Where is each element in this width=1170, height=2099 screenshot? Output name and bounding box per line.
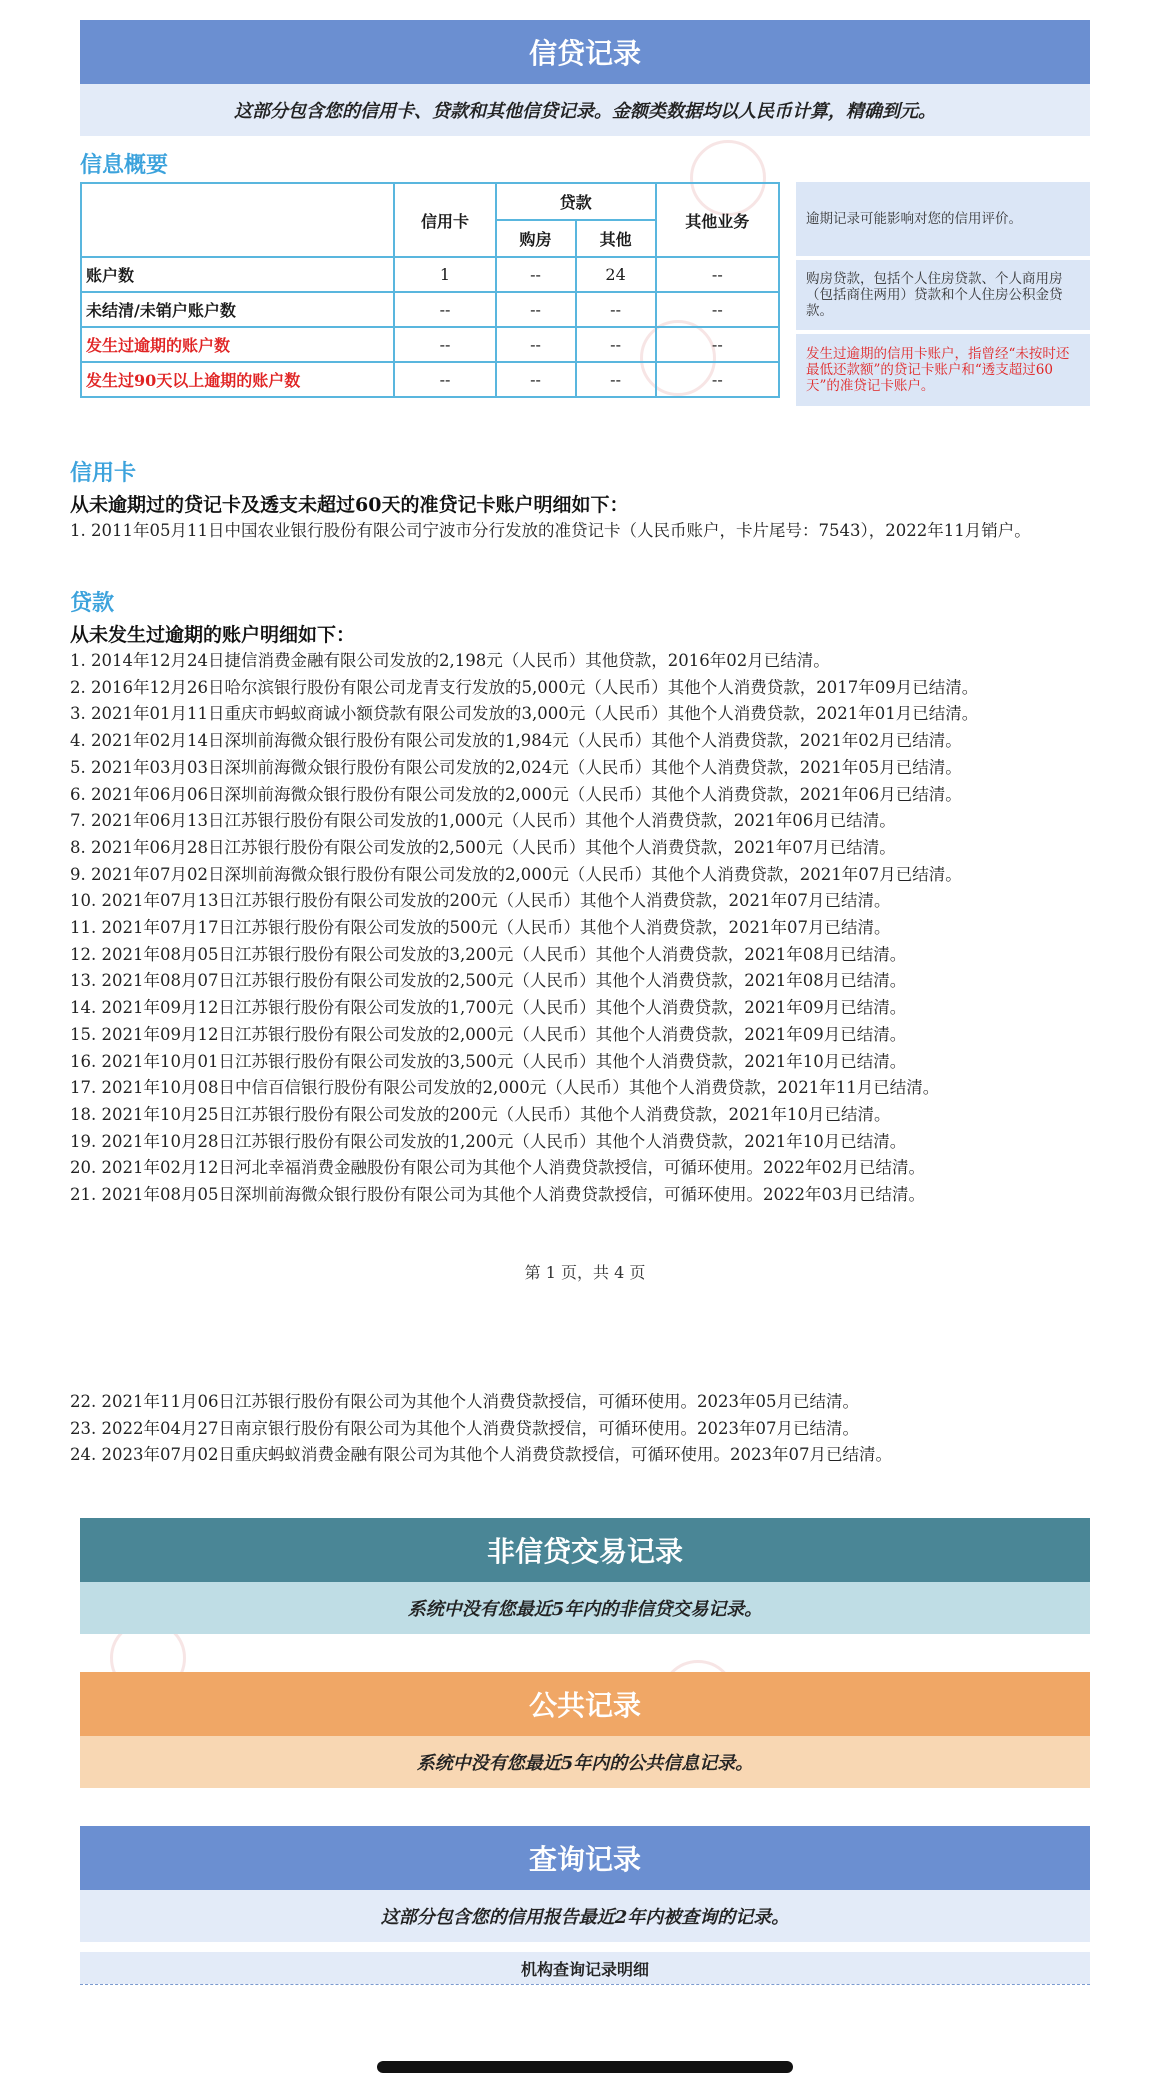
loan-list-page2 xyxy=(70,1389,892,1469)
list-item: 12. 2021年08月05日江苏银行股份有限公司发放的3,200元（人民币）其他个人消费贷款，2021年08月已结清。 xyxy=(70,944,907,964)
cell-other-business: -- xyxy=(656,327,779,362)
table-row xyxy=(81,257,779,292)
list-item: 24. 2023年07月02日重庆蚂蚁消费金融有限公司为其他个人消费贷款授信，可循环使用。2023年07月已结清。 xyxy=(70,1445,892,1465)
col-loan: 贷款 xyxy=(496,183,656,220)
table-row xyxy=(81,292,779,327)
cell-credit-card: -- xyxy=(394,362,495,397)
summary-note-house-loan: 购房贷款，包括个人住房贷款、个人商用房（包括商住两用）贷款和个人住房公积金贷款。 xyxy=(796,260,1090,330)
row-label: 未结清/未销户账户数 xyxy=(81,292,394,327)
list-item: 21. 2021年08月05日深圳前海微众银行股份有限公司为其他个人消费贷款授信，可循环使用。2022年03月已结清。 xyxy=(70,1185,925,1205)
list-item: 7. 2021年06月13日江苏银行股份有限公司发放的1,000元（人民币）其他个人消费贷款，2021年06月已结清。 xyxy=(70,811,896,831)
summary-note-overdue: 逾期记录可能影响对您的信用评价。 xyxy=(796,182,1090,256)
cell-credit-card: -- xyxy=(394,327,495,362)
credit-records-description: 这部分包含您的信用卡、贷款和其他信贷记录。金额类数据均以人民币计算，精确到元。 xyxy=(80,84,1090,136)
list-item: 20. 2021年02月12日河北幸福消费金融股份有限公司为其他个人消费贷款授信，可循环使用。2022年02月已结清。 xyxy=(70,1158,925,1178)
list-item: 1. 2011年05月11日中国农业银行股份有限公司宁波市分行发放的准贷记卡（人民币账户，卡片尾号：7543），2022年11月销户。 xyxy=(70,521,1031,540)
cell-credit-card: 1 xyxy=(394,257,495,292)
col-house: 购房 xyxy=(496,220,576,257)
cell-other-business: -- xyxy=(656,257,779,292)
cell-house: -- xyxy=(496,362,576,397)
summary-note-credit-card-overdue: 发生过逾期的信用卡账户，指曾经“未按时还最低还款额”的贷记卡账户和“透支超过60天”的准贷记卡账户。 xyxy=(796,334,1090,406)
cell-other-business: -- xyxy=(656,292,779,327)
public-records-description: 系统中没有您最近5年内的公共信息记录。 xyxy=(80,1736,1090,1788)
list-item: 8. 2021年06月28日江苏银行股份有限公司发放的2,500元（人民币）其他个人消费贷款，2021年07月已结清。 xyxy=(70,837,896,857)
loans-heading: 贷款 xyxy=(70,591,115,616)
home-indicator[interactable] xyxy=(377,2061,793,2073)
list-item: 23. 2022年04月27日南京银行股份有限公司为其他个人消费贷款授信，可循环使用。2023年07月已结清。 xyxy=(70,1418,859,1438)
cell-other-business: -- xyxy=(656,362,779,397)
list-item: 13. 2021年08月07日江苏银行股份有限公司发放的2,500元（人民币）其他个人消费贷款，2021年08月已结清。 xyxy=(70,971,907,991)
loans-subheading: 从未发生过逾期的账户明细如下： xyxy=(70,624,356,646)
list-item: 22. 2021年11月06日江苏银行股份有限公司为其他个人消费贷款授信，可循环使用。2023年05月已结清。 xyxy=(70,1392,859,1411)
cell-other: -- xyxy=(576,362,656,397)
divider xyxy=(80,1984,1090,1985)
col-other-business: 其他业务 xyxy=(656,183,779,257)
col-other: 其他 xyxy=(576,220,656,257)
list-item: 3. 2021年01月11日重庆市蚂蚁商诚小额贷款有限公司发放的3,000元（人民币）其他个人消费贷款，2021年01月已结清。 xyxy=(70,704,979,724)
cell-other: 24 xyxy=(576,257,656,292)
list-item: 5. 2021年03月03日深圳前海微众银行股份有限公司发放的2,024元（人民币）其他个人消费贷款，2021年05月已结清。 xyxy=(70,757,962,777)
cell-house: -- xyxy=(496,257,576,292)
row-label: 发生过90天以上逾期的账户数 xyxy=(81,362,394,397)
list-item: 19. 2021年10月28日江苏银行股份有限公司发放的1,200元（人民币）其他个人消费贷款，2021年10月已结清。 xyxy=(70,1131,907,1151)
query-records-description: 这部分包含您的信用报告最近2年内被查询的记录。 xyxy=(80,1890,1090,1942)
list-item: 1. 2014年12月24日捷信消费金融有限公司发放的2,198元（人民币）其他贷款，2016年02月已结清。 xyxy=(70,651,830,670)
table-row xyxy=(81,327,779,362)
cell-house: -- xyxy=(496,327,576,362)
col-credit-card: 信用卡 xyxy=(394,183,495,257)
non-credit-title: 非信贷交易记录 xyxy=(80,1518,1090,1582)
public-records-title: 公共记录 xyxy=(80,1672,1090,1736)
summary-header-blank xyxy=(81,183,394,257)
query-records-subtitle: 机构查询记录明细 xyxy=(80,1952,1090,1984)
list-item: 11. 2021年07月17日江苏银行股份有限公司发放的500元（人民币）其他个人消费贷款，2021年07月已结清。 xyxy=(70,918,891,938)
list-item: 10. 2021年07月13日江苏银行股份有限公司发放的200元（人民币）其他个人消费贷款，2021年07月已结清。 xyxy=(70,891,891,911)
row-label: 账户数 xyxy=(81,257,394,292)
list-item: 4. 2021年02月14日深圳前海微众银行股份有限公司发放的1,984元（人民币）其他个人消费贷款，2021年02月已结清。 xyxy=(70,731,962,751)
cell-other: -- xyxy=(576,327,656,362)
list-item: 17. 2021年10月08日中信百信银行股份有限公司发放的2,000元（人民币）其他个人消费贷款，2021年11月已结清。 xyxy=(70,1078,940,1098)
cell-credit-card: -- xyxy=(394,292,495,327)
cell-other: -- xyxy=(576,292,656,327)
page-number: 第 1 页，共 4 页 xyxy=(524,1263,646,1282)
credit-card-subheading: 从未逾期过的贷记卡及透支未超过60天的准贷记卡账户明细如下： xyxy=(70,494,629,516)
list-item: 2. 2016年12月26日哈尔滨银行股份有限公司龙青支行发放的5,000元（人民币）其他个人消费贷款，2017年09月已结清。 xyxy=(70,677,979,697)
list-item: 9. 2021年07月02日深圳前海微众银行股份有限公司发放的2,000元（人民币）其他个人消费贷款，2021年07月已结清。 xyxy=(70,864,962,884)
cell-house: -- xyxy=(496,292,576,327)
credit-records-title: 信贷记录 xyxy=(80,20,1090,84)
loan-list-page1 xyxy=(70,648,978,1209)
list-item: 6. 2021年06月06日深圳前海微众银行股份有限公司发放的2,000元（人民币）其他个人消费贷款，2021年06月已结清。 xyxy=(70,784,962,804)
list-item: 18. 2021年10月25日江苏银行股份有限公司发放的200元（人民币）其他个人消费贷款，2021年10月已结清。 xyxy=(70,1104,891,1124)
row-label: 发生过逾期的账户数 xyxy=(81,327,394,362)
list-item: 16. 2021年10月01日江苏银行股份有限公司发放的3,500元（人民币）其他个人消费贷款，2021年10月已结清。 xyxy=(70,1051,907,1071)
list-item: 14. 2021年09月12日江苏银行股份有限公司发放的1,700元（人民币）其他个人消费贷款，2021年09月已结清。 xyxy=(70,998,907,1018)
summary-table xyxy=(80,182,780,398)
list-item: 15. 2021年09月12日江苏银行股份有限公司发放的2,000元（人民币）其他个人消费贷款，2021年09月已结清。 xyxy=(70,1024,907,1044)
non-credit-description: 系统中没有您最近5年内的非信贷交易记录。 xyxy=(80,1582,1090,1634)
credit-card-heading: 信用卡 xyxy=(70,461,137,486)
table-row xyxy=(81,362,779,397)
query-records-title: 查询记录 xyxy=(80,1826,1090,1890)
summary-heading: 信息概要 xyxy=(80,153,169,178)
